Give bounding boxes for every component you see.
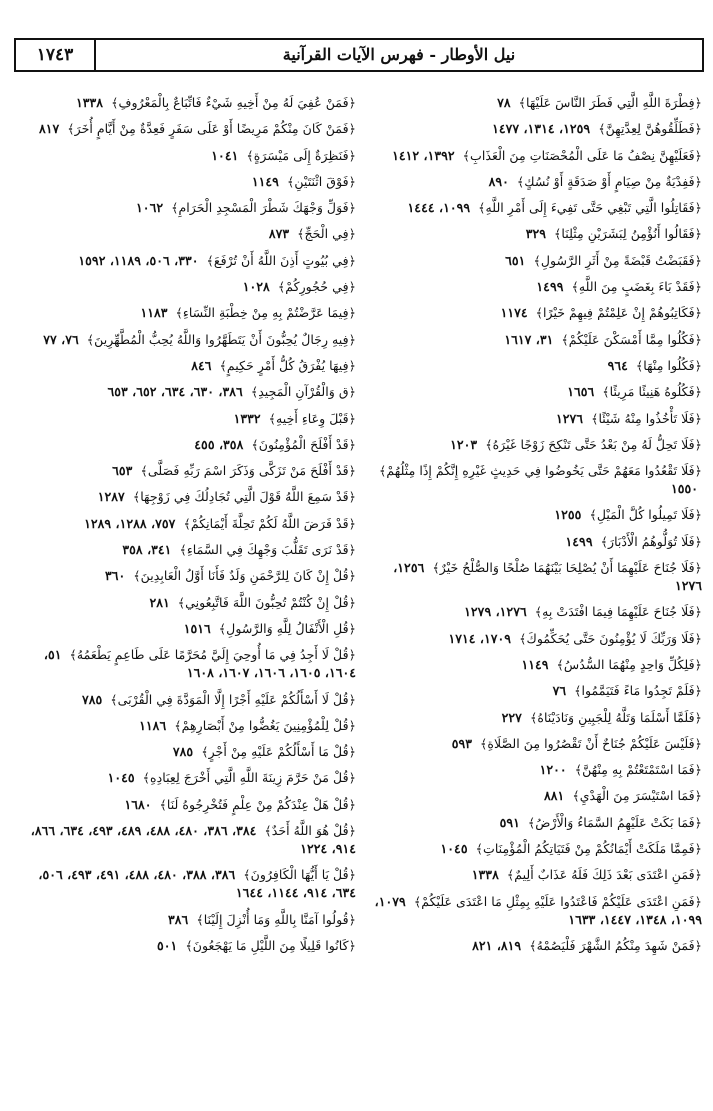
verse-text: ﴿فَطَلِّقُوهُنَّ لِعِدَّتِهِنَّ﴾ (598, 121, 702, 137)
verse-text: ﴿قُلْ لِلْمُؤْمِنِينَ يَغُضُّوا مِنْ أَبْصَارِهِمْ﴾ (174, 717, 356, 733)
index-entry (368, 94, 702, 112)
index-entry (368, 147, 702, 165)
verse-text: ﴿قُولُوا آمَنَّا بِاللَّهِ وَمَا أُنْزِلَ إِلَيْنَا﴾ (196, 911, 356, 927)
page-references: ٥٩١ (499, 814, 520, 830)
page-references: ٣٥٨، ٤٥٥ (194, 436, 244, 452)
page-references: ١١٤٩ (251, 173, 279, 189)
index-entry (22, 120, 356, 138)
verse-text: ﴿فَقَبَضْتُ قَبْضَةً مِنْ أَثَرِ الرَّسُولِ﴾ (533, 252, 702, 268)
verse-text: ﴿فَمَا اسْتَمْتَعْتُمْ بِهِ مِنْهُنَّ﴾ (574, 762, 702, 778)
page-references: ١٤٩٩ (565, 533, 593, 549)
page-references: ٦٥٣ (112, 463, 133, 479)
index-entry (22, 278, 356, 296)
index-entry (368, 787, 702, 805)
page-references: ١٢٥٩، ١٣١٤، ١٤٧٧ (492, 121, 591, 137)
page-references: ١٥٥٠ (670, 481, 698, 497)
verse-text: ﴿فِيهَا يُفْرَقُ كُلُّ أَمْرٍ حَكِيمٍ﴾ (219, 357, 356, 373)
index-entry (22, 173, 356, 191)
page-references: ١٣٣٨ (471, 867, 499, 883)
page-references: ١٠٩٩، ١٤٤٤ (407, 200, 471, 216)
page-header (14, 38, 704, 72)
verse-text: ﴿فَلَا وَرَبِّكَ لَا يُؤْمِنُونَ حَتَّى يُحَكِّمُوكَ﴾ (519, 630, 702, 646)
verse-text: ﴿فَلَا تَأْخُذُوا مِنْهُ شَيْئًا﴾ (591, 410, 702, 426)
index-entry (368, 533, 702, 551)
verse-text: ﴿قَدْ سَمِعَ اللَّهُ قَوْلَ الَّتِي تُجَادِلُكَ فِي زَوْجِهَا﴾ (132, 489, 356, 505)
verse-text: ﴿فَلَا جُنَاحَ عَلَيْهِمَا فِيمَا افْتَدَتْ بِهِ﴾ (534, 604, 702, 620)
index-entry (368, 357, 702, 375)
index-entry (22, 822, 356, 858)
verse-text: ﴿فَمَنْ عُفِيَ لَهُ مِنْ أَخِيهِ شَيْءٌ فَاتِّبَاعٌ بِالْمَعْرُوفِ﴾ (111, 95, 356, 110)
verse-text: ﴿فَمَنْ شَهِدَ مِنْكُمُ الشَّهْرَ فَلْيَصُمْهُ﴾ (529, 937, 702, 953)
page-references: ٣٨٦، ٦٣٠، ٦٣٤، ٦٥٢، ٦٥٣ (107, 384, 243, 400)
verse-text: ﴿قَدْ فَرَضَ اللَّهُ لَكُمْ تَحِلَّةَ أَيْمَانِكُمْ﴾ (183, 515, 356, 531)
index-entry (368, 225, 702, 243)
page-references: ١٠٤٥ (440, 841, 468, 857)
verse-text: ﴿قُلْ مَا أَسْأَلُكُمْ عَلَيْهِ مِنْ أَجْرٍ﴾ (201, 744, 356, 760)
page-references: ٣٢٩ (525, 226, 547, 242)
verse-text: ﴿ق وَالْقُرْآنِ الْمَجِيدِ﴾ (250, 384, 356, 400)
verse-text: ﴿فَمَنِ اعْتَدَى بَعْدَ ذَلِكَ فَلَهُ عَذَابٌ أَلِيمٌ﴾ (506, 867, 702, 883)
index-entry (368, 173, 702, 191)
index-entry (22, 515, 356, 533)
page-references: ١٠٤٥ (107, 770, 135, 786)
verse-text: ﴿فَمِمَّا مَلَكَتْ أَيْمَانُكُمْ مِنْ فَتَيَاتِكُمُ الْمُؤْمِنَاتِ﴾ (475, 841, 702, 857)
verse-text: ﴿فِي الْحَجِّ﴾ (297, 226, 356, 242)
index-entry (368, 603, 702, 621)
page-references: ٧٥٧، ١٢٨٨، ١٢٨٩ (84, 515, 176, 531)
verse-text: ﴿فَعَلَيْهِنَّ نِصْفُ مَا عَلَى الْمُحْصَنَاتِ مِنَ الْعَذَابِ﴾ (462, 147, 702, 163)
index-entry (368, 331, 702, 349)
verse-text: ﴿فَلَا تُوَلُّوهُمُ الْأَدْبَارَ﴾ (600, 533, 702, 549)
index-entry (22, 304, 356, 322)
page-references: ١٣٣٢ (233, 410, 261, 426)
verse-text: ﴿فَقَالُوا أَنُؤْمِنُ لِبَشَرَيْنِ مِثْلِنَا﴾ (554, 226, 702, 242)
page-references: ١٢٧٦، ١٢٧٩ (464, 604, 527, 620)
index-entry (22, 769, 356, 787)
index-entry (368, 937, 702, 955)
page-references: ٧٨ (497, 95, 511, 110)
index-entry (368, 814, 702, 832)
verse-text: ﴿قُلْ إِنْ كُنْتُمْ تُحِبُّونَ اللَّهَ فَاتَّبِعُونِي﴾ (177, 594, 356, 610)
page-references: ٧٨٥ (172, 744, 194, 760)
verse-text: ﴿فَمَا بَكَتْ عَلَيْهِمُ السَّمَاءُ وَالْأَرْضُ﴾ (527, 814, 702, 830)
verse-text: ﴿قُلْ هَلْ عِنْدَكُمْ مِنْ عِلْمٍ فَتُخْرِجُوهُ لَنَا﴾ (159, 796, 356, 812)
verse-text: ﴿قُلْ مَنْ حَرَّمَ زِينَةَ اللَّهِ الَّتِي أَخْرَجَ لِعِبَادِهِ﴾ (142, 770, 356, 786)
verse-text: ﴿فَمَنِ اعْتَدَى عَلَيْكُمْ فَاعْتَدُوا عَلَيْهِ بِمِثْلِ مَا اعْتَدَى عَلَيْكُمْ﴾ (413, 893, 702, 909)
index-entry (368, 506, 702, 524)
index-entry (368, 383, 702, 401)
index-entry (368, 462, 702, 498)
page-references: ٧٨٥ (81, 691, 103, 707)
index-entry (22, 567, 356, 585)
right-column (368, 94, 702, 963)
page-references: ٨٩٠ (488, 173, 509, 189)
index-entry (22, 252, 356, 270)
index-entry (368, 252, 702, 270)
index-entry (22, 866, 356, 902)
verse-text: ﴿قُلْ هُوَ اللَّهُ أَحَدٌ﴾ (264, 823, 356, 839)
verse-text: ﴿فَقَاتِلُوا الَّتِي تَبْغِي حَتَّى تَفِيءَ إِلَى أَمْرِ اللَّهِ﴾ (478, 200, 702, 216)
page-references: ٥١، ١٦٠٤، ١٦٠٥، ١٦٠٦، ١٦٠٧، ١٦٠٨ (43, 647, 356, 681)
page-references: ١٧٠٩، ١٧١٤ (448, 630, 512, 646)
index-entry (22, 594, 356, 612)
page-references: ٥٩٣ (451, 735, 472, 751)
index-entry (22, 199, 356, 217)
index-entry (22, 436, 356, 454)
index-entry (22, 410, 356, 428)
index-entry (22, 147, 356, 165)
verse-text: ﴿فَكُلُوهُ هَنِيئًا مَرِيئًا﴾ (602, 384, 702, 400)
verse-text: ﴿فَفِدْيَةٌ مِنْ صِيَامٍ أَوْ صَدَقَةٍ أَوْ نُسُكٍ﴾ (516, 173, 702, 189)
verse-text: ﴿فِي بُيُوتٍ أَذِنَ اللَّهُ أَنْ تُرْفَعَ﴾ (206, 252, 356, 268)
page-references: ٣٦٠ (104, 568, 126, 584)
page-references: ١٢٠٣ (450, 436, 478, 452)
index-entry (368, 656, 702, 674)
page-references: ١١٧٤ (500, 305, 528, 321)
verse-text: ﴿فَوَلِّ وَجْهَكَ شَطْرَ الْمَسْجِدِ الْحَرَامِ﴾ (171, 200, 356, 216)
left-column (22, 94, 356, 963)
verse-text: ﴿فَنَظِرَةٌ إِلَى مَيْسَرَةٍ﴾ (246, 147, 356, 163)
index-entry (22, 94, 356, 112)
index-entry (22, 488, 356, 506)
page-references: ١١٨٦ (139, 717, 167, 733)
index-entry (368, 199, 702, 217)
page-references: ١٣٣٨ (76, 95, 104, 110)
index-entry (368, 840, 702, 858)
page-references: ١٢٥٦، ١٢٧٦ (393, 560, 702, 594)
index-entry (22, 717, 356, 735)
page-number: ١٧٤٣ (16, 40, 96, 70)
verse-text: ﴿فَلَا تَقْعُدُوا مَعَهُمْ حَتَّى يَخُوضُوا فِي حَدِيثٍ غَيْرِهِ إِنَّكُمْ إِذًا مِثْلُهُمْ﴾ (379, 463, 702, 479)
index-entry (22, 331, 356, 349)
page-references: ١٢٨٧ (97, 489, 125, 505)
page-references: ١٥١٦ (183, 620, 211, 636)
index-entry (368, 278, 702, 296)
verse-text: ﴿فِيمَا عَرَّضْتُمْ بِهِ مِنْ خِطْبَةِ النِّسَاءِ﴾ (175, 305, 356, 321)
index-entry (22, 646, 356, 682)
verse-text: ﴿قَبْلَ وِعَاءِ أَخِيهِ﴾ (268, 410, 356, 426)
index-entry (22, 462, 356, 480)
verse-text: ﴿قَدْ أَفْلَحَ الْمُؤْمِنُونَ﴾ (251, 436, 356, 452)
verse-text: ﴿فَقَدْ بَاءَ بِغَضَبٍ مِنَ اللَّهِ﴾ (571, 279, 702, 295)
verse-text: ﴿فَلَيْسَ عَلَيْكُمْ جُنَاحٌ أَنْ تَقْصُرُوا مِنَ الصَّلَاةِ﴾ (480, 735, 702, 751)
index-entry (368, 893, 702, 929)
verse-text: ﴿فَمَا اسْتَيْسَرَ مِنَ الْهَدْيِ﴾ (572, 788, 702, 804)
index-entry (368, 410, 702, 428)
verse-text: ﴿قُلْ لَا أَجِدُ فِي مَا أُوحِيَ إِلَيَّ مُحَرَّمًا عَلَى طَاعِمٍ يَطْعَمُهُ﴾ (69, 647, 356, 663)
page-references: ٣١، ١٦١٧ (504, 331, 554, 347)
verse-text: ﴿قُلْ يَا أَيُّهَا الْكَافِرُونَ﴾ (243, 867, 356, 883)
page-references: ٩٦٤ (607, 357, 628, 373)
index-entry (368, 735, 702, 753)
verse-text: ﴿فَلَمْ تَجِدُوا مَاءً فَتَيَمَّمُوا﴾ (574, 683, 702, 699)
index-entry (368, 709, 702, 727)
page-references: ١٠٤١ (211, 147, 239, 163)
verse-text: ﴿قُلِ الْأَنْفَالُ لِلَّهِ وَالرَّسُولِ﴾ (218, 620, 356, 636)
page-references: ١٢٠٠ (539, 762, 567, 778)
page-references: ١٢٥٥ (554, 507, 582, 523)
verse-text: ﴿فَلَا تَمِيلُوا كُلَّ الْمَيْلِ﴾ (589, 507, 702, 523)
verse-text: ﴿فِيهِ رِجَالٌ يُحِبُّونَ أَنْ يَتَطَهَّرُوا وَاللَّهُ يُحِبُّ الْمُطَّهِّرِينَ﴾ (86, 331, 356, 347)
verse-text: ﴿فَلَا جُنَاحَ عَلَيْهِمَا أَنْ يُصْلِحَا بَيْنَهُمَا صُلْحًا وَالصُّلْحُ خَيْرٌ﴾ (432, 560, 702, 576)
index-columns (22, 94, 702, 1104)
page-references: ١٢٧٦ (556, 410, 584, 426)
page-references: ١٠٧٩، ١٠٩٩، ١٣٤٨، ١٤٤٧، ١٦٣٣ (374, 893, 702, 927)
verse-text: ﴿فِي حُجُورِكُمْ﴾ (277, 279, 356, 295)
index-entry (368, 630, 702, 648)
page-references: ١٦٥٦ (567, 384, 595, 400)
verse-text: ﴿قُلْ لَا أَسْأَلُكُمْ عَلَيْهِ أَجْرًا إِلَّا الْمَوَدَّةَ فِي الْقُرْبَى﴾ (110, 691, 356, 707)
page-references: ١٤٩٩ (536, 279, 564, 295)
verse-text: ﴿فَكُلُوا مِنْهَا﴾ (635, 357, 702, 373)
page-references: ٦٥١ (505, 252, 526, 268)
page-references: ٣٨٤، ٣٨٦، ٤٨٠، ٤٨٨، ٤٨٩، ٤٩٣، ٦٣٤، ٨٦٦، ٩١٤، ١٢٢٤ (30, 823, 356, 857)
page-references: ٣٤١، ٣٥٨ (122, 542, 172, 558)
index-entry (22, 383, 356, 401)
page-references: ٢٨١ (149, 594, 170, 610)
index-entry (22, 937, 356, 955)
page-references: ٧٦، ٧٧ (43, 331, 79, 347)
page-references: ٨٧٣ (268, 226, 290, 242)
verse-text: ﴿قَدْ أَفْلَحَ مَنْ تَزَكَّى وَذَكَرَ اسْمَ رَبِّهِ فَصَلَّى﴾ (140, 463, 356, 479)
page-references: ٧٦ (552, 683, 567, 699)
page-references: ٨٨١ (544, 788, 565, 804)
verse-text: ﴿فَلِكُلِّ وَاحِدٍ مِنْهُمَا السُّدُسُ﴾ (556, 656, 702, 672)
verse-text: ﴿فَلَا تَحِلُّ لَهُ مِنْ بَعْدُ حَتَّى تَنْكِحَ زَوْجًا غَيْرَهُ﴾ (485, 436, 702, 452)
page-references: ٥٠١ (157, 937, 178, 953)
index-entry (368, 120, 702, 138)
page-references: ٨٤٦ (191, 357, 212, 373)
verse-text: ﴿كَانُوا قَلِيلًا مِنَ اللَّيْلِ مَا يَهْجَعُونَ﴾ (185, 937, 356, 953)
index-entry (22, 743, 356, 761)
page-references: ٣٣٠، ٥٠٦، ١١٨٩، ١٥٩٢ (78, 252, 199, 268)
page-references: ٢٢٧ (501, 709, 522, 725)
index-entry (22, 796, 356, 814)
index-entry (368, 866, 702, 884)
page-references: ١٦٨٠ (124, 796, 152, 812)
running-title: نيل الأوطار - فهرس الآيات القرآنية (282, 45, 516, 64)
index-entry (22, 691, 356, 709)
page-references: ١٠٦٢ (136, 200, 164, 216)
page-references: ٨١٩، ٨٢١ (472, 937, 522, 953)
verse-text: ﴿قَدْ نَرَى تَقَلُّبَ وَجْهِكَ فِي السَّمَاءِ﴾ (179, 542, 356, 558)
page-references: ١٠٢٨ (242, 279, 270, 295)
index-entry (22, 911, 356, 929)
index-entry (368, 761, 702, 779)
index-entry (22, 620, 356, 638)
verse-text: ﴿فِطْرَةَ اللَّهِ الَّتِي فَطَرَ النَّاسَ عَلَيْهَا﴾ (518, 95, 702, 110)
page-references: ٣٨٦، ٣٨٨، ٤٨٠، ٤٨٨، ٤٩١، ٤٩٣، ٥٠٦، ٦٣٤، ٩١٤، ١١٤٤، ١٦٤٤ (38, 867, 356, 901)
page-references: ٣٨٦ (168, 911, 189, 927)
page-references: ١١٨٣ (140, 305, 168, 321)
verse-text: ﴿فَكُلُوا مِمَّا أَمْسَكْنَ عَلَيْكُمْ﴾ (561, 331, 702, 347)
index-entry (368, 559, 702, 595)
page-references: ٨١٧ (38, 121, 60, 137)
index-entry (368, 436, 702, 454)
verse-text: ﴿فَلَمَّا أَسْلَمَا وَتَلَّهُ لِلْجَبِينِ وَنَادَيْنَاهُ﴾ (529, 709, 702, 725)
page-references: ١١٤٩ (521, 656, 549, 672)
verse-text: ﴿فَمَنْ كَانَ مِنْكُمْ مَرِيضًا أَوْ عَلَى سَفَرٍ فَعِدَّةٌ مِنْ أَيَّامٍ أُخَرَ﴾ (67, 121, 356, 137)
verse-text: ﴿قُلْ إِنْ كَانَ لِلرَّحْمَنِ وَلَدٌ فَأَنَا أَوَّلُ الْعَابِدِينَ﴾ (133, 568, 356, 584)
index-entry (368, 304, 702, 322)
index-entry (22, 541, 356, 559)
verse-text: ﴿فَكَاتِبُوهُمْ إِنْ عَلِمْتُمْ فِيهِمْ خَيْرًا﴾ (535, 305, 702, 321)
verse-text: ﴿فَوْقَ اثْنَتَيْنِ﴾ (286, 173, 356, 189)
index-entry (22, 225, 356, 243)
index-entry (22, 357, 356, 375)
index-entry (368, 682, 702, 700)
page-references: ١٣٩٢، ١٤١٢ (392, 147, 455, 163)
